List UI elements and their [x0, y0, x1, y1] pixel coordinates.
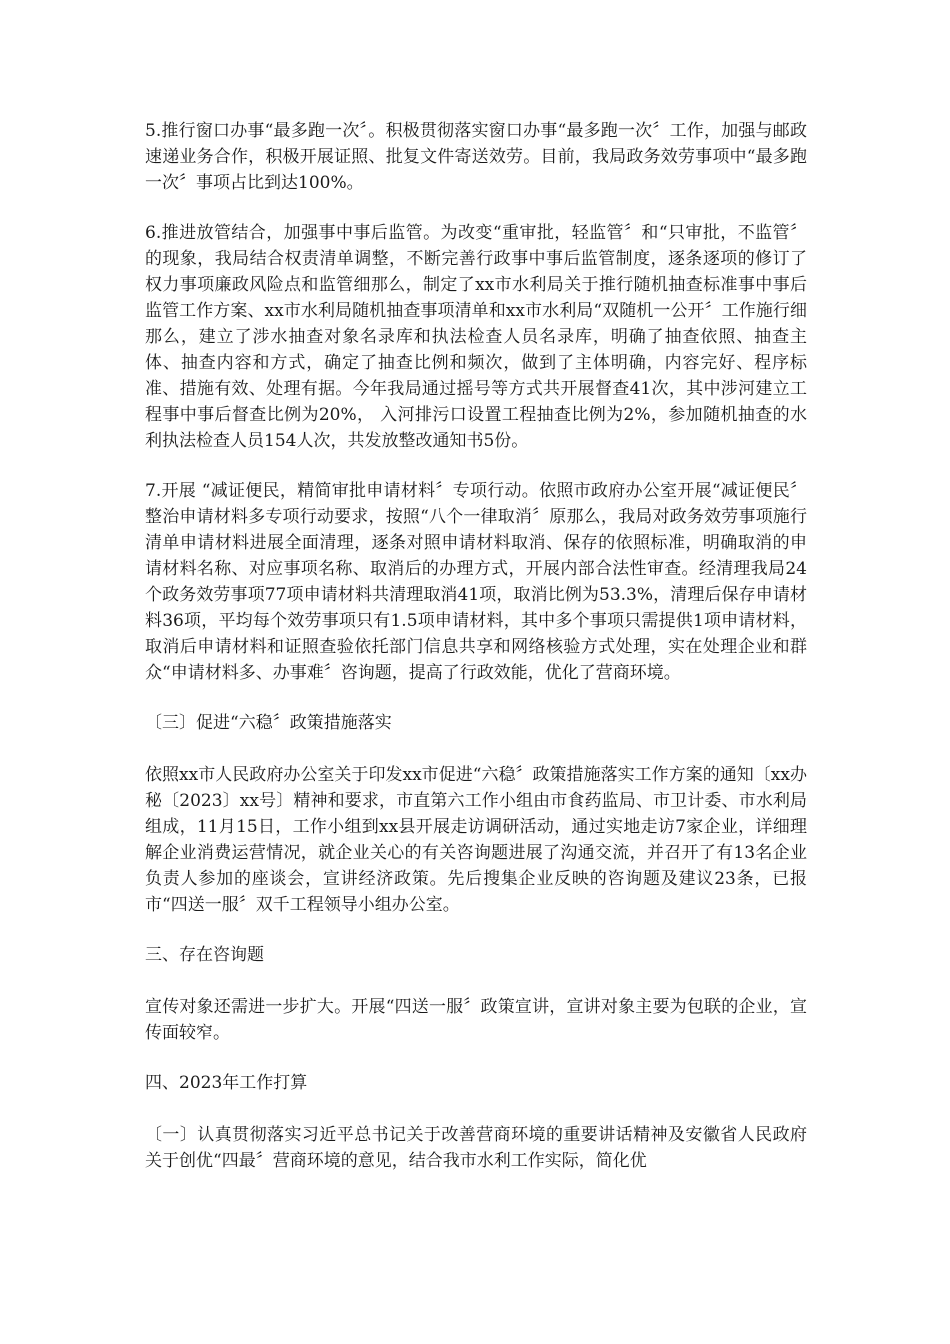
section-heading-work-plan: 四、2023年工作打算	[145, 1073, 308, 1093]
section-heading-existing-problems: 三、存在咨询题	[145, 945, 264, 965]
paragraph-reduce-certificates: 7.开展 “减证便民，精简审批申请材料〞专项行动。依照市政府办公室开展“减证便民〞整治申请材料多专项行动要求，按照“八个一律取消〞原那么，我局对政务效劳事项施行清单申请材料进展全面清理，逐条对照申请材料取消、保存的依照标准，明确取消的申请材料名称、对应事项名称、取消后的办理方式，开展内部合法性审查。经清理我局24个政务效劳事项77项申请材料共清理取消41项，取消比例为53.3%，清理后保存申请材料36项，平均每个效劳事项只有1.5项申请材料，其中多个事项只需提供1项申请材料，取消后申请材料和证照查验依托部门信息共享和网络核验方式处理，实在处理企业和群众“申请材料多、办事难〞咨询题，提高了行政效能，优化了营商环境。	[145, 481, 807, 683]
paragraph-window-service: 5.推行窗口办事“最多跑一次〞。积极贯彻落实窗口办事“最多跑一次〞工作，加强与邮政速递业务合作，积极开展证照、批复文件寄送效劳。目前，我局政务效劳事项中“最多跑一次〞事项占比到达100%。	[145, 121, 807, 193]
paragraph-six-stability: 依照xx市人民政府办公室关于印发xx市促进“六稳〞政策措施落实工作方案的通知〔xx办秘〔2023〕xx号〕精神和要求，市直第六工作小组由市食药监局、市卫计委、市水利局组成，11月15日，工作小组到xx县开展走访调研活动，通过实地走访7家企业，详细理解企业消费运营情况，就企业关心的有关咨询题进展了沟通交流，并召开了有13名企业负责人参加的座谈会，宣讲经济政策。先后搜集企业反映的咨询题及建议23条，已报市“四送一服〞双千工程领导小组办公室。	[145, 765, 807, 915]
paragraph-existing-problems: 宣传对象还需进一步扩大。开展“四送一服〞政策宣讲，宣讲对象主要为包联的企业，宣传面较窄。	[145, 997, 807, 1043]
document-body	[145, 118, 807, 1198]
paragraph-work-plan-1: 〔一〕认真贯彻落实习近平总书记关于改善营商环境的重要讲话精神及安徽省人民政府关于创优“四最〞营商环境的意见，结合我市水利工作实际，简化优	[145, 1125, 807, 1171]
paragraph-supervision: 6.推进放管结合，加强事中事后监管。为改变“重审批，轻监管〞和“只审批，不监管〞的现象，我局结合权责清单调整，不断完善行政事中事后监管制度，逐条逐项的修订了权力事项廉政风险点和监管细那么，制定了xx市水利局关于推行随机抽查标准事中事后监管工作方案、xx市水利局随机抽查事项清单和xx市水利局“双随机一公开〞工作施行细那么，建立了涉水抽查对象名录库和执法检查人员名录库，明确了抽查依照、抽查主体、抽查内容和方式，确定了抽查比例和频次，做到了主体明确，内容完好、程序标准、措施有效、处理有据。今年我局通过摇号等方式共开展督查41次，其中涉河建立工程事中事后督查比例为20%， 入河排污口设置工程抽查比例为2%，参加随机抽查的水利执法检查人员154人次，共发放整改通知书5份。	[145, 223, 807, 451]
section-heading-six-stability: 〔三〕促进“六稳〞政策措施落实	[145, 713, 392, 733]
